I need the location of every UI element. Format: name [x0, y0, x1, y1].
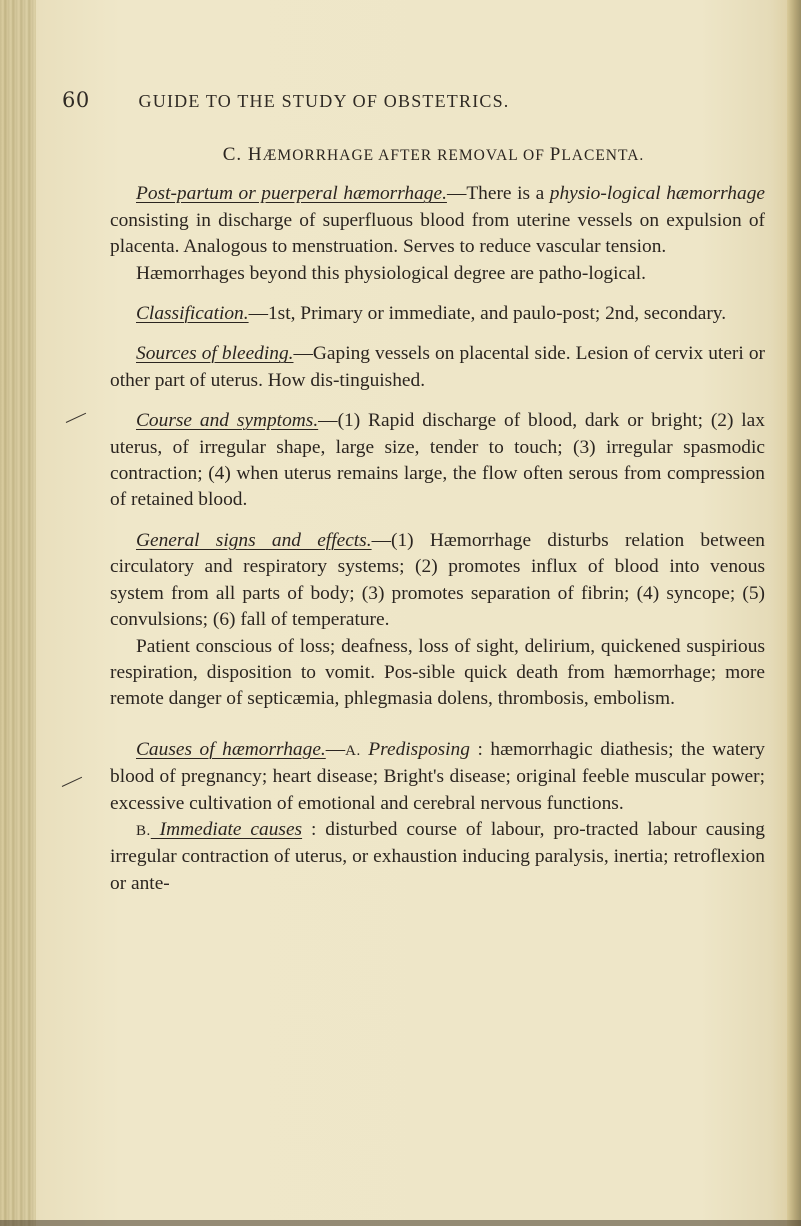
paragraph-text: Hæmorrhages beyond this physiological degree are patho-logical. — [136, 262, 646, 284]
page-gutter-shadow — [0, 0, 36, 1226]
paragraph-lead: Immediate causes — [150, 818, 303, 840]
paragraph-lead: Post-partum or puerperal hæmorrhage. — [136, 183, 447, 205]
paragraph-text: —There is a — [446, 183, 550, 205]
paragraph-text: : disturbed course of labour, pro-tracted labour causing irregular contraction of uterus, or exhaustion inducing paralysis, inertia; retroflexion or ante- — [110, 818, 765, 894]
paragraph-text: —1st, Primary or immediate, and paulo-post; 2nd, secondary. — [248, 303, 727, 325]
paragraph-smallcaps: B. — [136, 822, 151, 839]
paragraph-classification — [110, 301, 765, 327]
section-heading-end: LACENTA. — [561, 147, 645, 164]
paragraph-italic: Predisposing — [360, 738, 470, 760]
paragraph-immediate-causes — [110, 817, 765, 897]
paragraph-postpartum — [110, 181, 765, 260]
paragraph-general-signs — [110, 528, 765, 634]
section-heading — [102, 142, 765, 169]
paragraph-sources — [110, 341, 765, 394]
pencil-margin-mark — [60, 400, 86, 423]
paragraph-text: —Gaping vessels on placental side. Lesion of cervix uteri or other part of uterus. How dis-tinguished. — [110, 343, 765, 391]
paragraph-smallcaps: A. — [345, 742, 361, 759]
section-heading-title: ÆMORRHAGE AFTER REMOVAL OF — [262, 147, 550, 164]
page-number: 60 — [62, 88, 90, 112]
page-bottom-edge — [0, 1220, 801, 1226]
running-header — [62, 88, 510, 112]
section-heading-prefix: C. H — [222, 144, 263, 165]
running-head-title: GUIDE TO THE STUDY OF OBSTETRICS. — [138, 91, 510, 111]
paragraph-patient — [110, 634, 765, 713]
paragraph-text: —(1) Rapid discharge of blood, dark or bright; (2) lax uterus, of irregular shape, large size, tender to touch; (3) irregular spasmodic contraction; (4) when uterus remains large, the flow often serous from compression of retained blood. — [110, 410, 765, 511]
paragraph-text: : hæmorrhagic diathesis; the watery blood of pregnancy; heart disease; Bright's disease; original feeble muscular power; excessive cultivation of emotional and cerebral nervous functions. — [110, 738, 765, 814]
paragraph-lead: Causes of hæmorrhage. — [136, 738, 326, 760]
pencil-margin-mark — [56, 764, 82, 787]
paragraph-text: Patient conscious of loss; deafness, loss of sight, delirium, quickened suspirious respiration, disposition to vomit. Pos-sible quick death from hæmorrhage; more remote danger of septicæmia, phlegmasia dolens, thrombosis, embolism. — [110, 635, 765, 710]
paragraph-lead: General signs and effects. — [136, 529, 372, 551]
paragraph-italic: physio-logical hæmorrhage — [549, 183, 766, 205]
section-heading-cap: P — [549, 144, 562, 165]
paragraph-lead: Classification. — [136, 303, 249, 325]
paragraph-text: consisting in discharge of superfluous blood from uterine vessels on expulsion of placenta. Analogous to menstruation. Serves to reduce vascular tension. — [110, 209, 765, 258]
paragraph-causes — [110, 737, 765, 817]
paragraph-text: — — [325, 738, 346, 760]
paragraph-lead: Course and symptoms. — [136, 410, 319, 432]
paragraph-course — [110, 408, 765, 514]
paragraph-lead: Sources of bleeding. — [136, 343, 294, 365]
page-body — [110, 142, 765, 897]
paragraph-pathological — [110, 261, 765, 287]
page-edge-shadow — [787, 0, 801, 1226]
paragraph-text: —(1) Hæmorrhage disturbs relation between circulatory and respiratory systems; (2) promotes influx of blood into venous system from all parts of body; (3) promotes separation of fibrin; (4) syncope; (5) convulsions; (6) fall of temperature. — [110, 529, 766, 631]
